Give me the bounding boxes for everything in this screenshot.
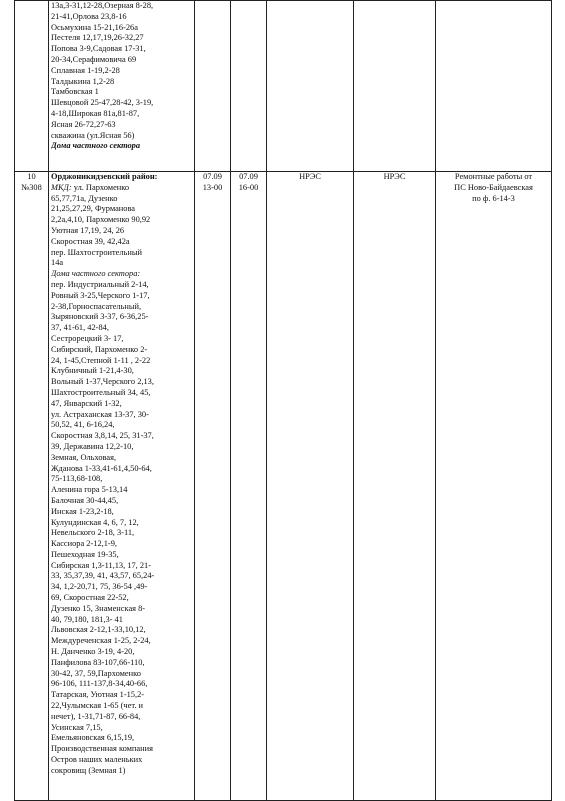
text-line: 75-113,68-108, xyxy=(51,474,103,484)
text-line: Панфилова 83-107,66-110, xyxy=(51,657,145,667)
private-sector-heading: Дома частного сектора: xyxy=(51,269,141,279)
row-code: №308 xyxy=(21,182,42,192)
text-line: пер. Шахтостроительный xyxy=(51,247,142,257)
text-line: 39, Державина 12,2-10, xyxy=(51,441,134,451)
end-cell xyxy=(231,172,267,801)
text-line: 22,Чулымская 1-65 (чет. и xyxy=(51,701,144,711)
text-line: Невельского 2-18, 3-11, xyxy=(51,528,135,538)
text-line: Кассиора 2-12,1-9, xyxy=(51,539,117,549)
table-row xyxy=(15,172,552,801)
text-line: Львовская 2-12,1-33,10,12, xyxy=(51,625,146,635)
row-number: 10 xyxy=(27,172,36,181)
text-line: Вольный 1-37,Черского 2,13, xyxy=(51,377,154,387)
text-line: Кулундинская 4, 6, 7, 12, xyxy=(51,517,139,527)
organization-cell xyxy=(267,172,354,801)
start-date: 07.09 xyxy=(203,172,222,181)
text-line: ул. Астраханская 13-37, 30- xyxy=(51,409,149,419)
text-line: Ясная 26-72,27-63 xyxy=(51,119,116,129)
text-line: 2,2а,4,10, Пархоменко 90,92 xyxy=(51,215,151,225)
start-time: 13-00 xyxy=(202,182,223,192)
start-cell xyxy=(195,172,231,801)
organization-cell xyxy=(267,1,354,172)
end-cell xyxy=(231,1,267,172)
text-line: Балочная 30-44,45, xyxy=(51,495,119,505)
text-line: Производственная компания xyxy=(51,744,153,754)
text-line: 2-38,Горноспасательный, xyxy=(51,301,142,311)
text-line: Талдыкина 1,2-28 xyxy=(51,76,115,86)
responsible-cell xyxy=(354,1,436,172)
text-line: Сибирский, Пархоменко 2- xyxy=(51,344,148,354)
mkd-label: МКД: xyxy=(51,182,72,192)
work-description-cell xyxy=(436,1,552,172)
text-line: Инская 1-23,2-18, xyxy=(51,506,114,516)
text-line: Н. Данченко 3-19, 4-20, xyxy=(51,647,135,657)
text-line: Сплавная 1-19,2-28 xyxy=(51,65,120,75)
text-line: нечет), 1-31,71-87, 66-84, xyxy=(51,711,141,721)
row-number-cell xyxy=(15,172,49,801)
text-line: Зыряновский 3-37, 6-36,25- xyxy=(51,312,149,322)
organization-name: НРЭС xyxy=(299,172,321,181)
private-sector-heading: Дома частного сектора xyxy=(51,141,141,151)
text-line: Пестеля 12,17,19,26-32,27 xyxy=(51,33,144,43)
text-line: Дузенко 15, Знаменская 8- xyxy=(51,603,146,613)
text-line: 24, 1-45,Степной 1-11 , 2-22 xyxy=(51,355,151,365)
private-address-list xyxy=(51,280,192,777)
end-date: 07.09 xyxy=(239,172,258,181)
text-line: Остров наших маленьких xyxy=(51,755,143,765)
work-description-cell xyxy=(436,172,552,801)
text-line: пер. Индустриальный 2-14, xyxy=(51,279,149,289)
text-line: 37, 41-61, 42-84, xyxy=(51,323,109,333)
text-line: по ф. 6-14-3 xyxy=(472,193,515,203)
text-line: Скоростная 39, 42,42а xyxy=(51,236,130,246)
text-line: Скоростная 3,8,14, 25, 31-37, xyxy=(51,431,154,441)
text-line: Клубничный 1-21,4-30, xyxy=(51,366,134,376)
mkd-address-list xyxy=(51,194,192,270)
district-title: Орджоникидзевский район: xyxy=(51,172,158,181)
text-line: Тамбовская 1 xyxy=(51,87,99,97)
outage-schedule-table xyxy=(14,0,552,801)
text-line: 30-42, 37, 59,Пархоменко xyxy=(51,668,141,678)
text-line: 34, 1,2-20,71, 75, 36-54 ,49- xyxy=(51,582,148,592)
text-line: Аленина гора 5-13,14 xyxy=(51,485,128,495)
text-line: ПС Ново-Байдаевская xyxy=(454,182,533,192)
text-line: Усинская 7,15, xyxy=(51,722,103,732)
text-line: 21-41,Орлова 23,8-16 xyxy=(51,11,127,21)
text-line: 69, Скоростная 22-52, xyxy=(51,593,129,603)
text-line: Попова 3-9,Садовая 17-31, xyxy=(51,44,146,54)
text-line: Татарская, Уютная 1-15,2- xyxy=(51,690,145,700)
text-line: Междуреченская 1-25, 2-24, xyxy=(51,636,151,646)
text-line: Уютная 17,19, 24, 26 xyxy=(51,225,125,235)
address-list xyxy=(51,1,192,141)
mkd-first-line: ул. Пархоменко xyxy=(71,182,130,192)
text-line: Шахтостроительный 34, 45, xyxy=(51,387,151,397)
text-line: Осьмухина 15-21,16-26а xyxy=(51,22,138,32)
text-line: 96-106, 111-137,8-34,40-66, xyxy=(51,679,148,689)
row-number-cell xyxy=(15,1,49,172)
text-line: Сестрорецкий 3- 17, xyxy=(51,333,124,343)
text-line: Емельяновская 6,15,19, xyxy=(51,733,135,743)
end-time: 16-00 xyxy=(238,182,259,192)
address-cell xyxy=(49,172,195,801)
work-description xyxy=(438,172,549,204)
text-line: 4-18,Широкая 81а,81-87, xyxy=(51,108,140,118)
text-line: Жданова 1-33,41-61,4,50-64, xyxy=(51,463,152,473)
text-line: 47, Январский 1-32, xyxy=(51,398,122,408)
text-line: 20-34,Серафимовича 69 xyxy=(51,54,137,64)
text-line: 13а,3-31,12-28,Озерная 8-28, xyxy=(51,1,154,10)
text-line: скважина (ул.Ясная 56) xyxy=(51,130,135,140)
text-line: 40, 79,180, 181,3- 41 xyxy=(51,614,123,624)
text-line: 50,52, 41, 6-16,24, xyxy=(51,420,115,430)
table-row xyxy=(15,1,552,172)
text-line: 21,25,27,29, Фурманова xyxy=(51,204,136,214)
text-line: 14а xyxy=(51,258,64,268)
text-line: 65,77,71а, Дузенко xyxy=(51,193,118,203)
responsible-name: НРЭС xyxy=(383,172,406,181)
text-line: сокровищ (Земная 1) xyxy=(51,765,126,775)
responsible-cell xyxy=(354,172,436,801)
text-line: 33, 35,37,39, 41, 43,57, 65,24- xyxy=(51,571,155,581)
text-line: Пешеходная 19-35, xyxy=(51,549,119,559)
text-line: Сибирская 1,3-11,13, 17, 21- xyxy=(51,560,152,570)
start-cell xyxy=(195,1,231,172)
text-line: Земная, Ольховая, xyxy=(51,452,117,462)
text-line: Ремонтные работы от xyxy=(454,172,533,181)
address-cell xyxy=(49,1,195,172)
text-line: Ровный 3-25,Черского 1-17, xyxy=(51,290,150,300)
text-line: Шевцовой 25-47,28-42, 3-19, xyxy=(51,98,154,108)
